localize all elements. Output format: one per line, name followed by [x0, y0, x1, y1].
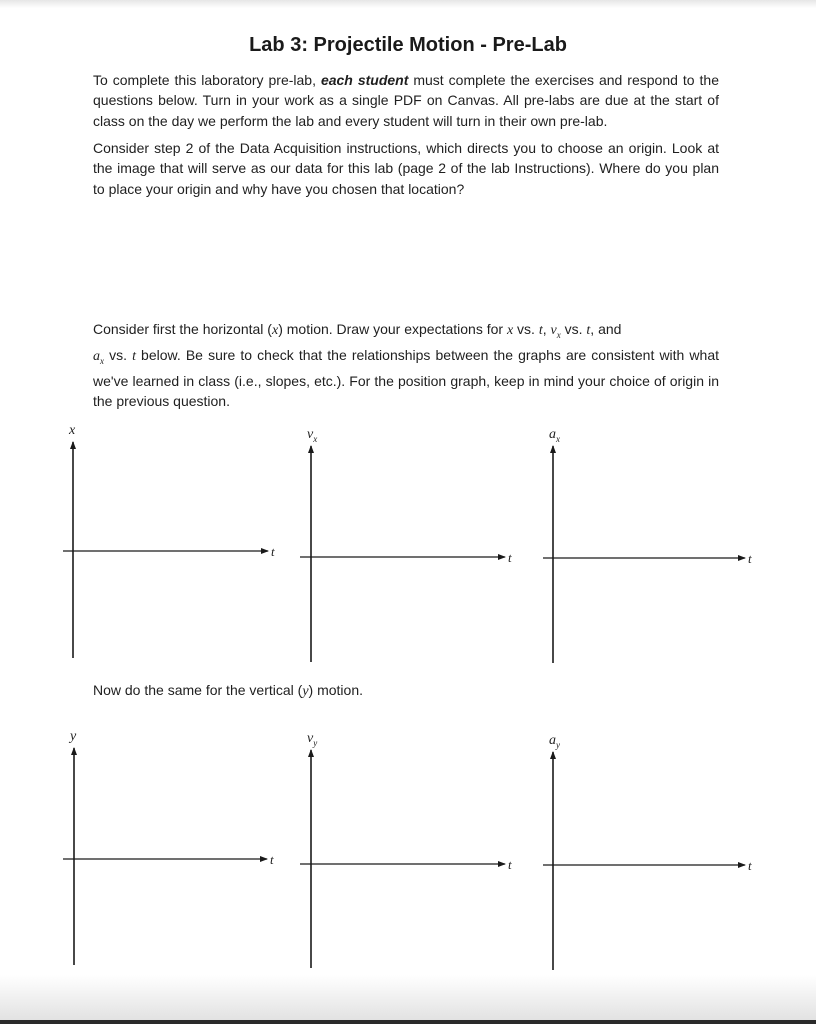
hq-comma: ,	[542, 321, 551, 337]
intro-emphasis: each student	[320, 72, 409, 88]
hq-x: x	[506, 323, 514, 338]
origin-question: Consider step 2 of the Data Acquisition instructions, which directs you to choose an origin. Look at the image that will serve as our data for this lab (page 2 of the lab Instructions). Where do you plan to place your origin and why have you chosen that location?	[93, 140, 719, 197]
graph-vertical-y-vs-t	[63, 729, 274, 965]
hq-ax-sub: x	[100, 355, 104, 366]
hq-text-rest: below. Be sure to check that the relationships between the graphs are consistent with what we've learned in class (i.e., slopes, etc.). For the position graph, keep in mind your choice of origin in the previous question.	[93, 347, 719, 410]
page-bottom-edge	[0, 1020, 816, 1024]
y-axis-label	[549, 427, 560, 444]
intro-text-before: To complete this laboratory pre-lab,	[93, 72, 321, 88]
y-axis-label-subscript: y	[313, 738, 318, 748]
y-axis-label	[307, 731, 317, 748]
y-axis-label-base: a	[549, 427, 556, 442]
hq-t-1: t	[538, 323, 543, 338]
page-title: Lab 3: Projectile Motion - Pre-Lab	[249, 34, 567, 56]
graph-vertical-vy-vs-t	[300, 731, 512, 968]
y-axis-label-base: v	[307, 731, 314, 746]
y-axis-label	[68, 423, 76, 438]
t-axis-label: t	[508, 857, 512, 872]
y-axis-label-subscript: x	[313, 434, 318, 444]
y-axis-label	[307, 427, 317, 444]
y-axis-label-base: v	[307, 427, 314, 442]
t-axis-label: t	[271, 544, 275, 559]
intro-text-after: must complete the exercises and respond to the questions below. Turn in your work as a single PDF on Canvas. All pre-labs are due at the start of class on the day we perform the lab and every student will turn in their own pre-lab.	[93, 72, 719, 129]
hq-vx-base: v	[550, 323, 557, 338]
vq-text-2: ) motion.	[308, 682, 363, 698]
hq-vs-3: vs.	[104, 347, 133, 364]
y-axis-label	[68, 729, 77, 744]
hq-var-x: x	[271, 323, 279, 338]
t-axis-label: t	[508, 550, 512, 565]
hq-text-2: ) motion. Draw your expectations for	[278, 321, 507, 337]
y-axis-label-base: x	[69, 423, 76, 438]
graph-horizontal-vx-vs-t	[300, 427, 512, 662]
hq-and: , and	[590, 321, 622, 337]
vq-text-1: Now do the same for the vertical (	[93, 682, 303, 698]
graph-vertical-ay-vs-t	[543, 733, 752, 970]
hq-vx-sub: x	[556, 329, 561, 340]
hq-text-1: Consider first the horizontal (	[93, 321, 272, 337]
page-bottom-shadow	[0, 975, 816, 1020]
hq-vs-1: vs.	[513, 321, 539, 337]
y-axis-label-subscript: x	[556, 434, 560, 444]
y-axis-label-subscript: y	[556, 740, 560, 750]
graph-horizontal-x-vs-t	[63, 423, 275, 658]
t-axis-label: t	[748, 551, 752, 566]
y-axis-label-base: y	[70, 729, 77, 744]
t-axis-label: t	[270, 852, 274, 867]
hq-ax-base: a	[93, 349, 100, 365]
graph-horizontal-ax-vs-t	[543, 427, 752, 663]
hq-vs-2: vs.	[560, 321, 587, 337]
y-axis-label	[549, 733, 560, 750]
hq-t-3: t	[132, 349, 136, 365]
y-axis-label-base: a	[549, 733, 556, 748]
hq-t-2: t	[586, 323, 591, 338]
t-axis-label: t	[748, 858, 752, 873]
vq-var-y: y	[302, 684, 309, 699]
